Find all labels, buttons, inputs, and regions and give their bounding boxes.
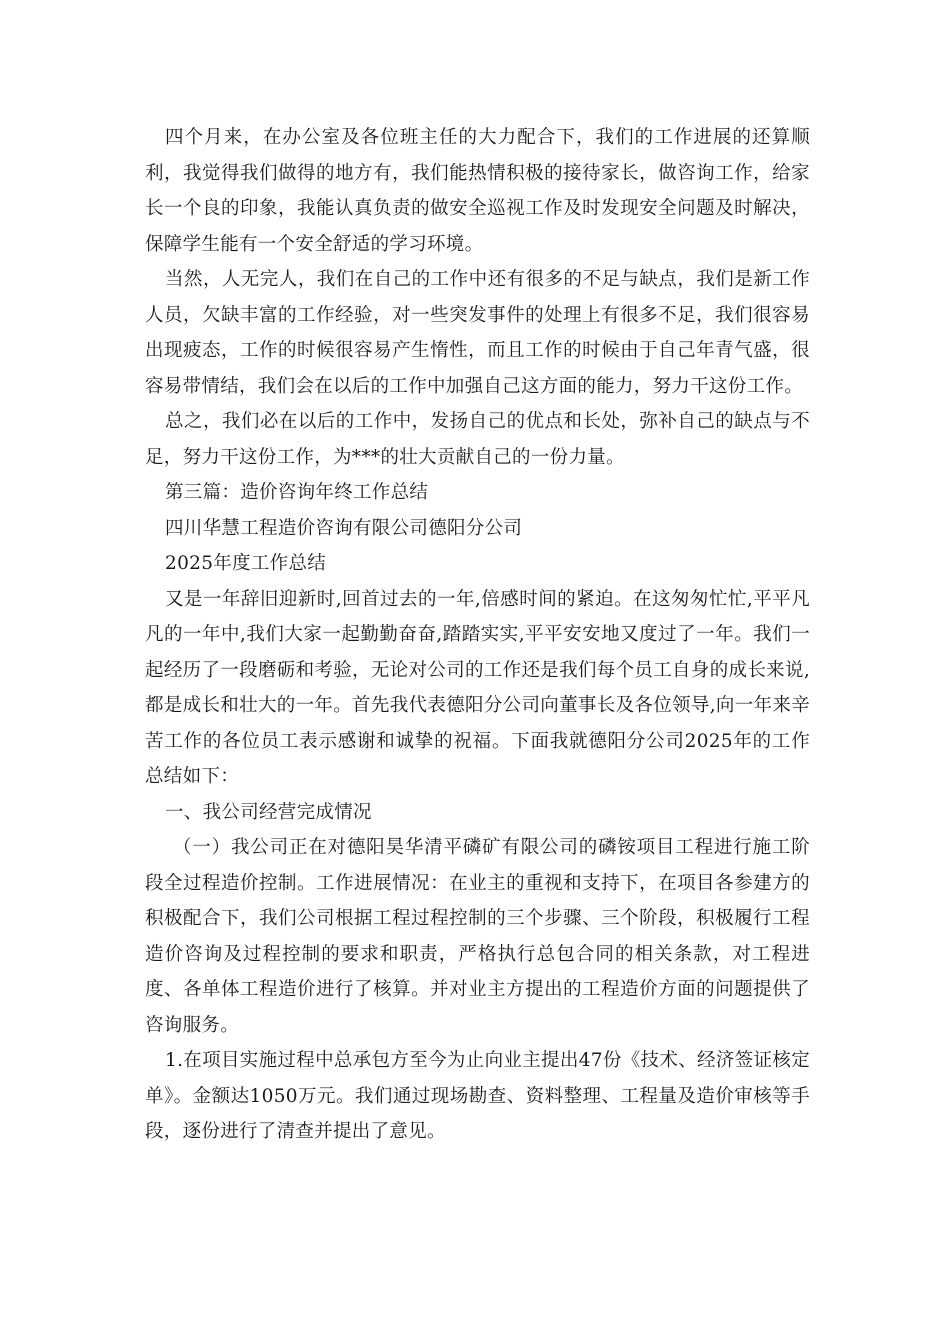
paragraph-shortcomings: 当然，人无完人，我们在自己的工作中还有很多的不足与缺点，我们是新工作人员，欠缺丰富的工作经验，对一些突发事件的处理上有很多不足，我们很容易出现疲态，工作的时候很容易产生惰性，而且工作的时候由于自己年青气盛，很容易带情结，我们会在以后的工作中加强自己这方面的能力，努力干这份工作。 [145, 269, 810, 397]
document-body [145, 120, 810, 1150]
paragraph-item-1: 1.在项目实施过程中总承包方至今为止向业主提出47份《技术、经济签证核定单》。金额达1050万元。我们通过现场勘查、资料整理、工程量及造价审核等手段，逐份进行了清查并提出了意见。 [145, 1050, 810, 1142]
report-title: 2025年度工作总结 [165, 553, 327, 574]
paragraph-conclusion: 总之，我们必在以后的工作中，发扬自己的优点和长处，弥补自己的缺点与不足，努力干这份工作，为***的壮大贡献自己的一份力量。 [145, 411, 810, 468]
subsection-heading: 一、我公司经营完成情况 [165, 801, 372, 823]
paragraph-progress: 四个月来，在办公室及各位班主任的大力配合下，我们的工作进展的还算顺利，我觉得我们做得的地方有，我们能热情积极的接待家长，做咨询工作，给家长一个良的印象，我能认真负责的做安全巡视工作及时发现安全问题及时解决，保障学生能有一个安全舒适的学习环境。 [145, 127, 810, 255]
paragraph-intro: 又是一年辞旧迎新时,回首过去的一年,倍感时间的紧迫。在这匆匆忙忙,平平凡凡的一年中,我们大家一起勤勤奋奋,踏踏实实,平平安安地又度过了一年。我们一起经历了一段磨砺和考验，无论对公司的工作还是我们每个员工自身的成长来说,都是成长和壮大的一年。首先我代表德阳分公司向董事长及各位领导,向一年来辛苦工作的各位员工表示感谢和诚挚的祝福。下面我就德阳分公司2025年的工作总结如下： [145, 588, 810, 787]
company-name: 四川华慧工程造价咨询有限公司德阳分公司 [165, 517, 523, 539]
paragraph-project: （一）我公司正在对德阳昊华清平磷矿有限公司的磷铵项目工程进行施工阶段全过程造价控制。工作进展情况：在业主的重视和支持下，在项目各参建方的积极配合下，我们公司根据工程过程控制的三个步骤、三个阶段，积极履行工程造价咨询及过程控制的要求和职责，严格执行总包合同的相关条款，对工程进度、各单体工程造价进行了核算。并对业主方提出的工程造价方面的问题提供了咨询服务。 [145, 837, 810, 1036]
section-heading: 第三篇：造价咨询年终工作总结 [165, 482, 429, 503]
